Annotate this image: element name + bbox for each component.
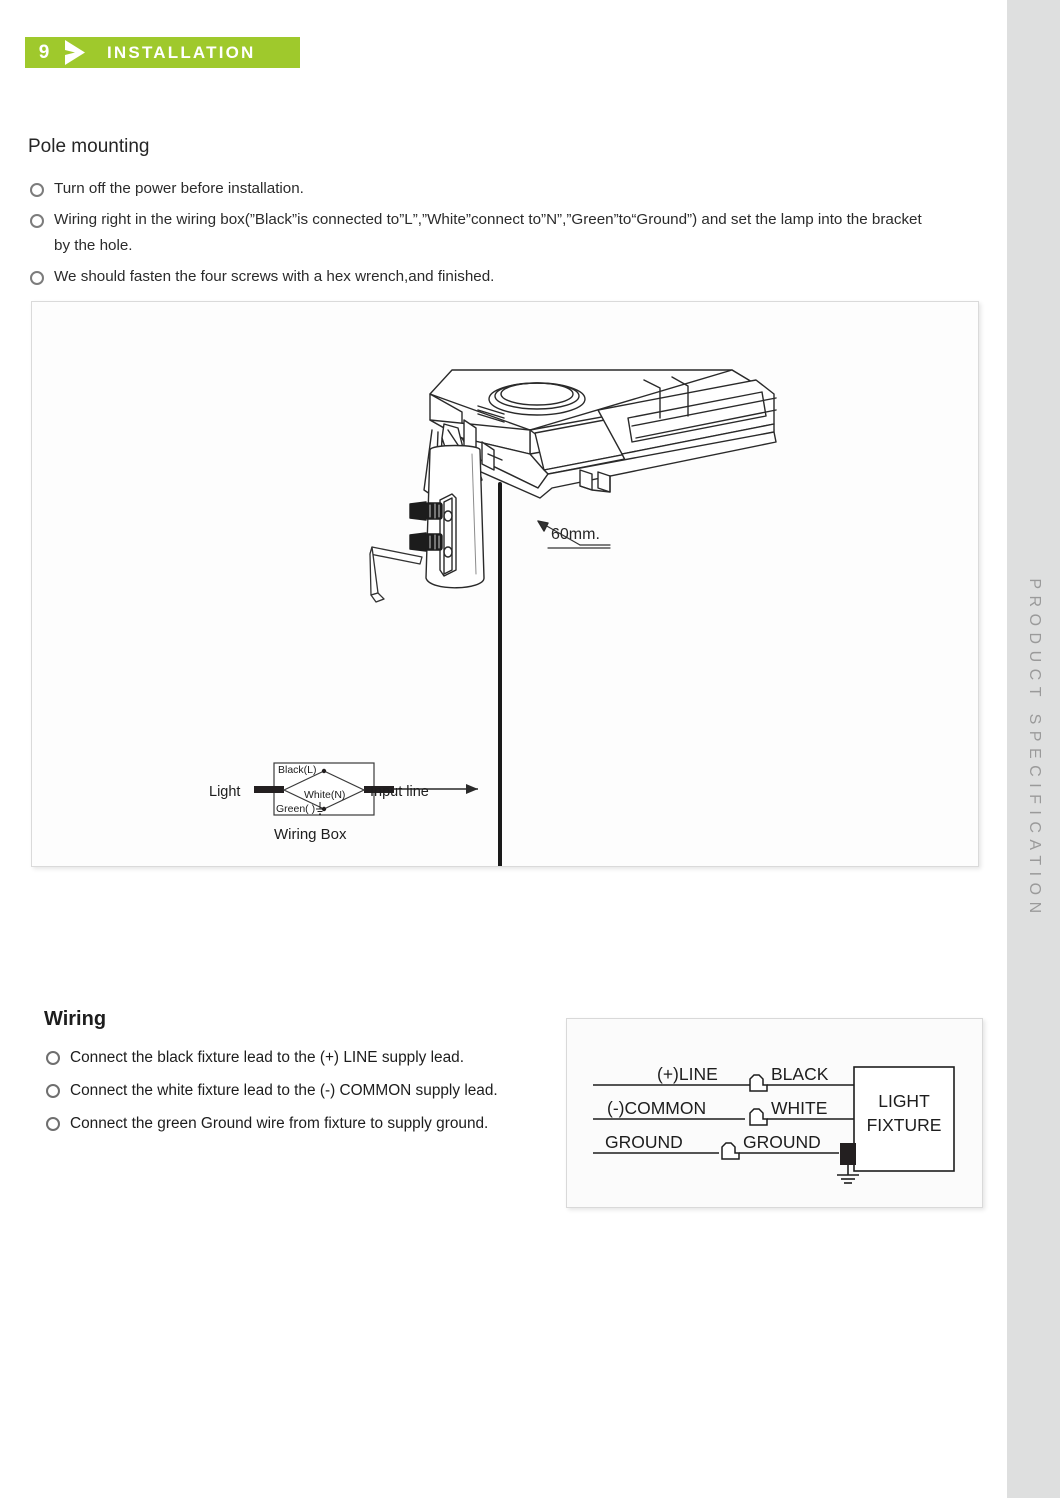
supply-label-common: (-)COMMON xyxy=(607,1098,707,1118)
hex-screw-icon xyxy=(410,502,442,520)
bullet-ring-icon xyxy=(46,1117,60,1131)
hex-screw-icon xyxy=(410,533,442,551)
fixture-label-white: WHITE xyxy=(771,1098,828,1118)
pole-mounting-drawing xyxy=(32,302,978,866)
wiring-bullet-list xyxy=(46,1046,566,1145)
section-number: 9 xyxy=(38,42,50,63)
wire-connector-icon xyxy=(750,1109,767,1125)
light-label: Light xyxy=(209,784,241,800)
side-rail-label: PRODUCT SPECIFICATION xyxy=(1025,578,1043,920)
wiring-heading: Wiring xyxy=(44,1008,107,1030)
list-item xyxy=(46,1079,566,1103)
section-title: INSTALLATION xyxy=(107,42,256,62)
list-item-label: Turn off the power before installation. xyxy=(54,180,304,197)
bullet-ring-icon xyxy=(30,183,44,197)
bullet-ring-icon xyxy=(30,214,44,228)
list-item xyxy=(30,264,940,290)
pole-mounting-heading: Pole mounting xyxy=(28,136,150,157)
list-item xyxy=(30,207,940,259)
fixture-box-label-line1: LIGHT xyxy=(878,1091,930,1111)
wire-label-green: Green( ) xyxy=(276,803,316,815)
input-line-label: Input line xyxy=(370,784,429,800)
list-item xyxy=(46,1112,566,1136)
list-item-label: We should fasten the four screws with a hex wrench,and finished. xyxy=(54,268,495,286)
wire-label-white: White(N) xyxy=(304,789,346,801)
hex-wrench-icon xyxy=(370,547,422,602)
wire-connector-icon xyxy=(750,1075,767,1091)
wiring-schematic-drawing xyxy=(567,1019,982,1207)
supply-label-ground: GROUND xyxy=(605,1132,683,1152)
list-item-label: Connect the black fixture lead to the (+) LINE supply lead. xyxy=(70,1049,464,1066)
fixture-label-black: BLACK xyxy=(771,1064,829,1084)
bullet-ring-icon xyxy=(46,1051,60,1065)
wiring-schematic-panel xyxy=(566,1018,983,1208)
section-header-banner xyxy=(25,37,300,68)
chevron-right-icon xyxy=(63,37,89,68)
dimension-label: 60mm. xyxy=(551,526,600,543)
fixture-box-label-line2: FIXTURE xyxy=(866,1115,942,1135)
bullet-ring-icon xyxy=(30,271,44,285)
product-specification-rail xyxy=(1007,0,1060,1498)
list-item xyxy=(30,176,940,202)
bullet-ring-icon xyxy=(46,1084,60,1098)
list-item xyxy=(46,1046,566,1070)
ground-lug-icon xyxy=(840,1143,856,1165)
list-item-label: Connect the green Ground wire from fixture to supply ground. xyxy=(70,1114,489,1132)
supply-label-line: (+)LINE xyxy=(657,1064,718,1084)
list-item-label: Wiring right in the wiring box(”Black”is connected to”L”,”White”connect to”N”,”Green”to“Ground”) and set the lamp into the bracket by the hole. xyxy=(54,211,922,255)
wiring-box-label: Wiring Box xyxy=(274,826,347,843)
wire-connector-icon xyxy=(722,1143,739,1159)
fixture-label-ground: GROUND xyxy=(743,1132,821,1152)
wire-label-black: Black(L) xyxy=(278,764,317,776)
pole-mounting-bullet-list xyxy=(30,176,940,296)
pole-mounting-illustration-panel xyxy=(31,301,979,867)
list-item-label: Connect the white fixture lead to the (-) COMMON supply lead. xyxy=(70,1081,498,1099)
